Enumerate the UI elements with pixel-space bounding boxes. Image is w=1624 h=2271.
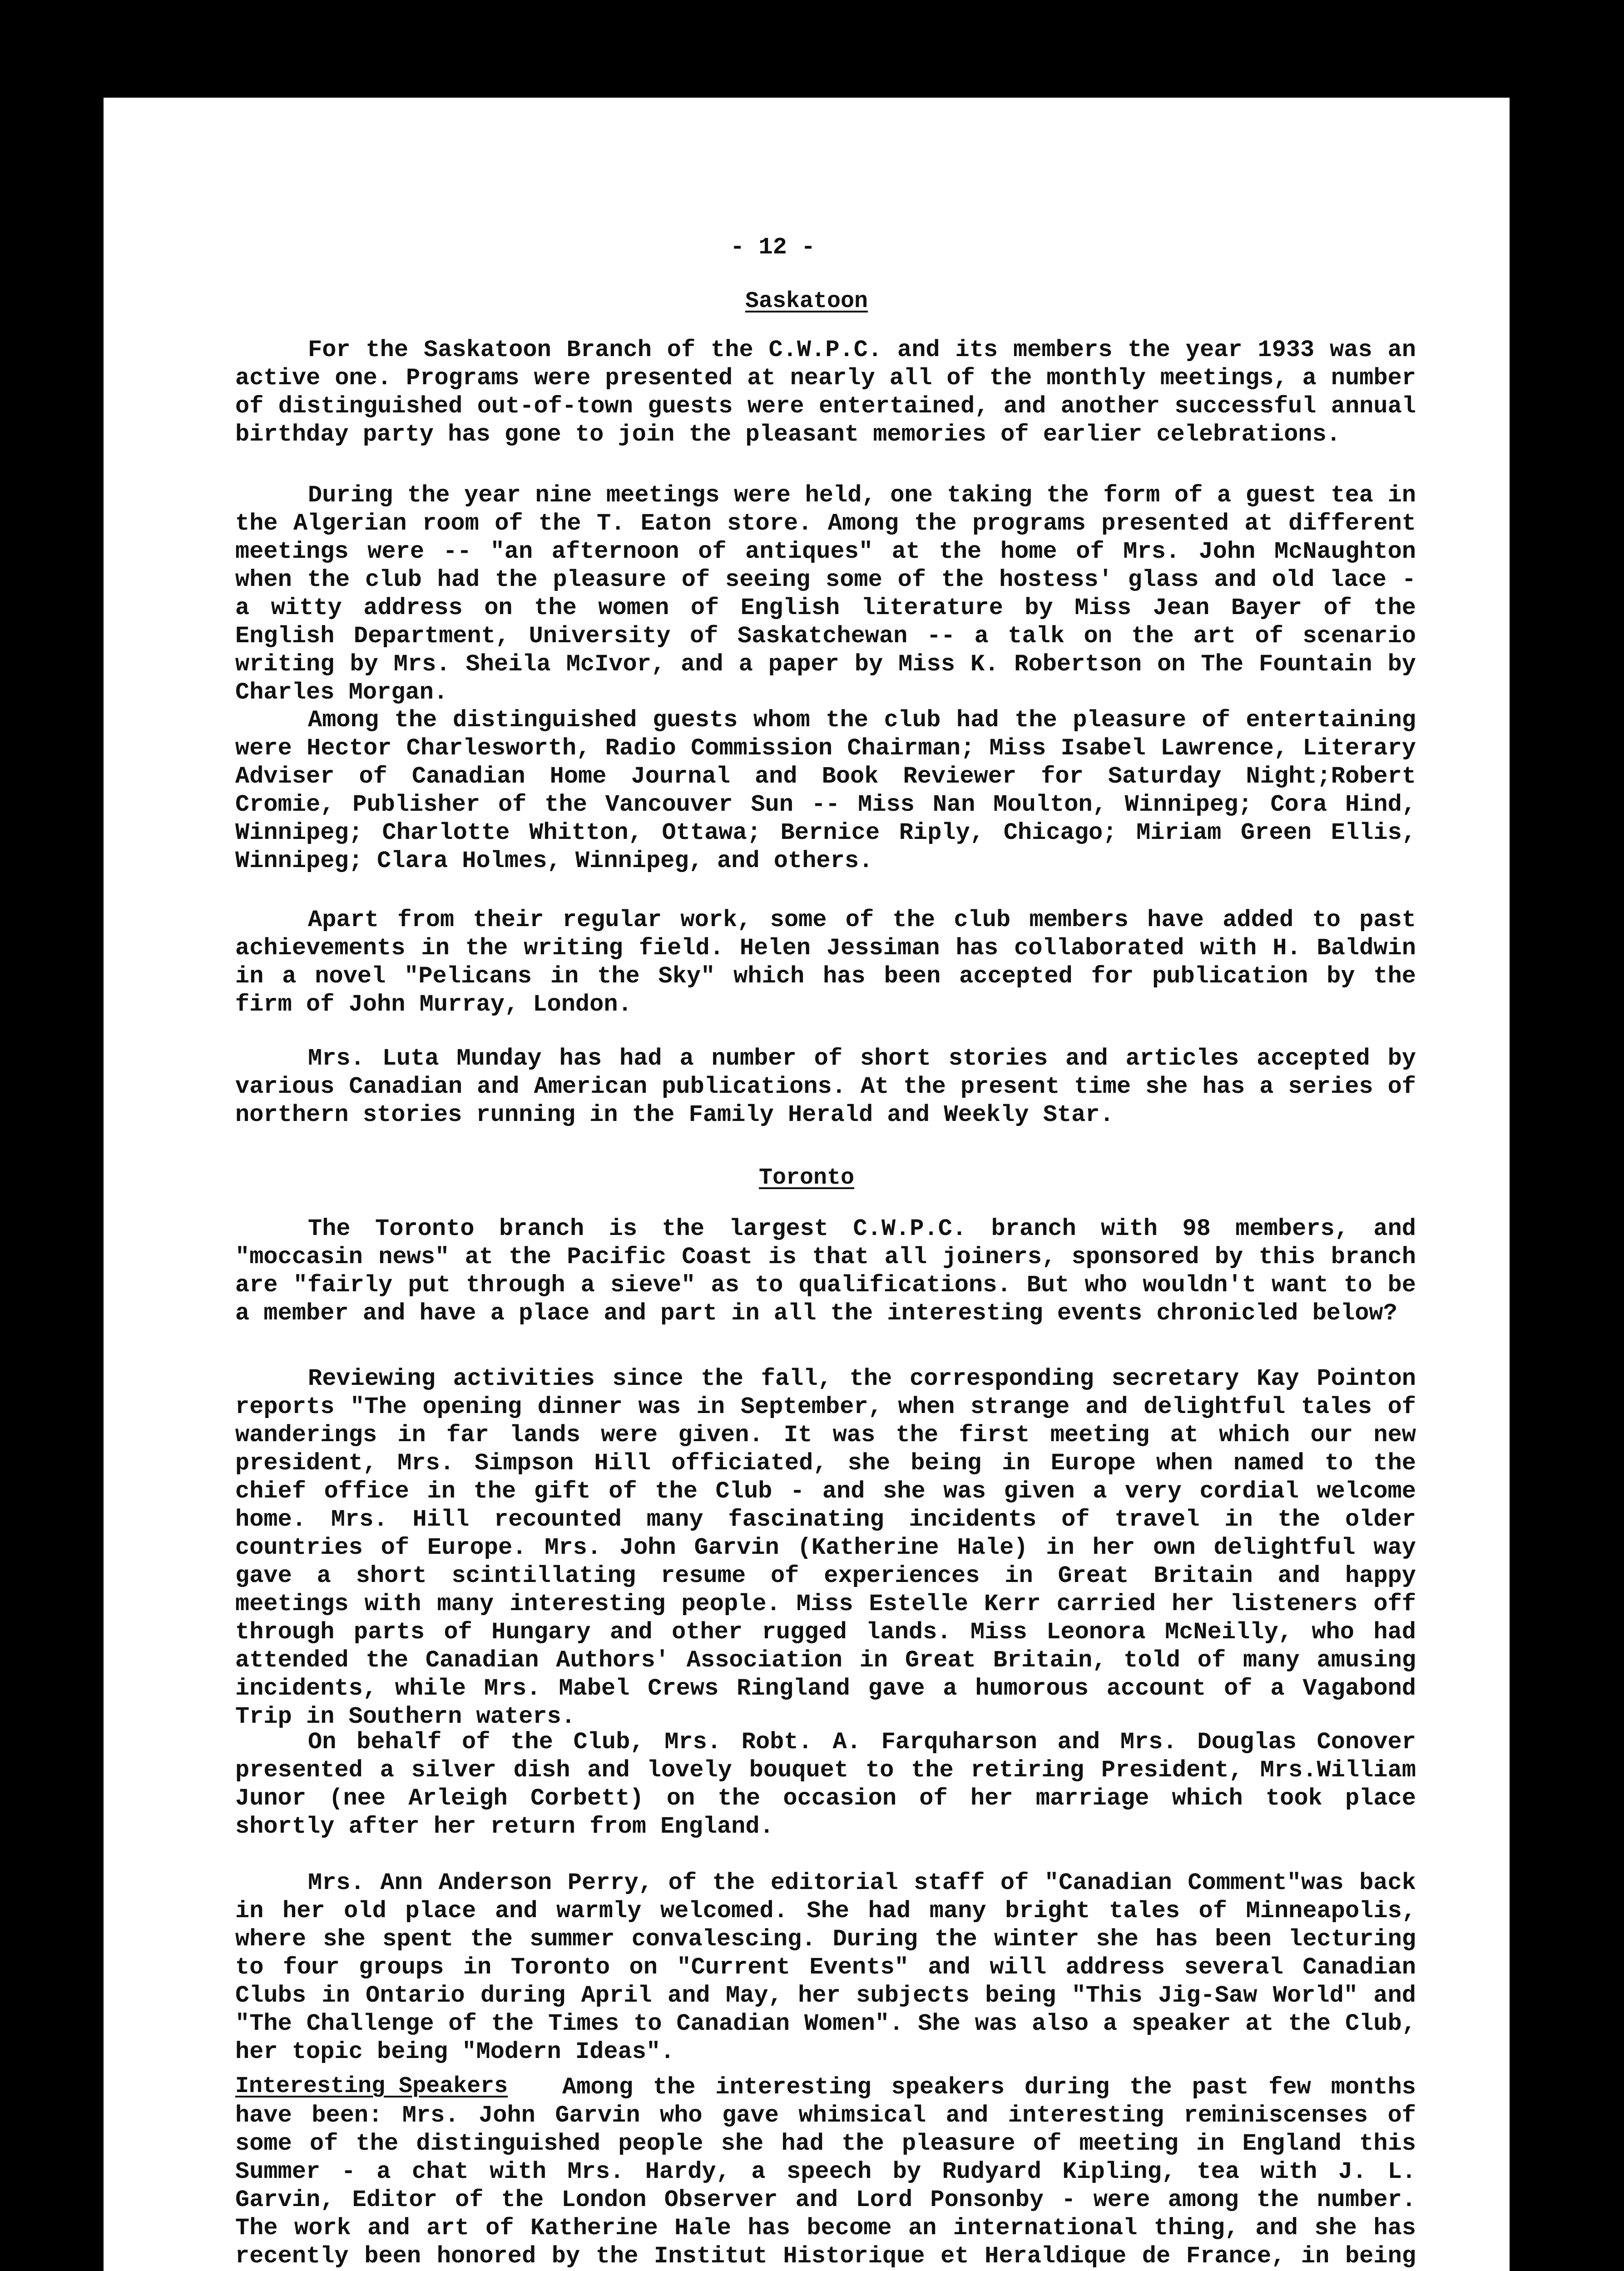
toronto-heading: Toronto (758, 1165, 855, 1191)
saskatoon-paragraph-1: For the Saskatoon Branch of the C.W.P.C. and its members the year 1933 was an active one. Programs were presented at nearly all of the monthly meetings, a number of distinguished out-of-town guests were entertained, and another successful annual birthday party has gone to join the pleasant memories of earlier celebrations. (235, 337, 1416, 448)
saskatoon-paragraph-3: Among the distinguished guests whom the club had the pleasure of entertaining were Hector Charlesworth, Radio Commission Chairman; Miss Isabel Lawrence, Literary Adviser of Canadian Home Journal and Book Reviewer for Saturday Night;Robert Cromie, Publisher of the Vancouver Sun -- Miss Nan Moulton, Winnipeg; Cora Hind, Winnipeg; Charlotte Whitton, Ottawa; Bernice Riply, Chicago; Miriam Green Ellis, Winnipeg; Clara Holmes, Winnipeg, and others. (235, 707, 1416, 874)
saskatoon-paragraph-2: During the year nine meetings were held, one taking the form of a guest tea in the Algerian room of the T. Eaton store. Among the programs presented at different meetings were -- "an afternoon of antiques" at the home of Mrs. John McNaughton when the club had the pleasure of seeing some of the hostess' glass and old lace - a witty address on the women of English literature by Miss Jean Bayer of the English Department, University of Saskatchewan -- a talk on the art of scenario writing by Mrs. Sheila McIvor, and a paper by Miss K. Robertson on The Fountain by Charles Morgan. (235, 482, 1416, 706)
document-page (104, 98, 1510, 2271)
saskatoon-paragraph-5: Mrs. Luta Munday has had a number of short stories and articles accepted by various Canadian and American publications. At the present time she has a series of northern stories running in the Family Herald and Weekly Star. (235, 1045, 1416, 1128)
page-number: - 12 - (730, 234, 816, 261)
toronto-paragraph-4: Mrs. Ann Anderson Perry, of the editorial staff of "Canadian Comment"was back in her old place and warmly welcomed. She had many bright tales of Minneapolis, where she spent the summer convalescing. During the winter she has been lecturing to four groups in Toronto on "Current Events" and will address several Canadian Clubs in Ontario during April and May, her subjects being "This Jig-Saw World" and "The Challenge of the Times to Canadian Women". She was also a speaker at the Club, her topic being "Modern Ideas". (235, 1869, 1416, 2065)
saskatoon-heading: Saskatoon (745, 288, 868, 314)
toronto-paragraph-3: On behalf of the Club, Mrs. Robt. A. Farquharson and Mrs. Douglas Conover presented a silver dish and lovely bouquet to the retiring President, Mrs.William Junor (nee Arleigh Corbett) on the occasion of her marriage which took place shortly after her return from England. (235, 1729, 1416, 1840)
interesting-speakers-heading: Interesting Speakers (235, 2073, 508, 2099)
saskatoon-paragraph-4: Apart from their regular work, some of the club members have added to past achievements in the writing field. Helen Jessiman has collaborated with H. Baldwin in a novel "Pelicans in the Sky" which has been accepted for publication by the firm of John Murray, London. (235, 907, 1416, 1018)
toronto-paragraph-2: Reviewing activities since the fall, the corresponding secretary Kay Pointon reports "The opening dinner was in September, when strange and delightful tales of wanderings in far lands were given. It was the first meeting at which our new president, Mrs. Simpson Hill officiated, she being in Europe when named to the chief office in the gift of the Club - and she was given a very cordial welcome home. Mrs. Hill recounted many fascinating incidents of travel in the older countries of Europe. Mrs. John Garvin (Katherine Hale) in her own delightful way gave a short scintillating resume of experiences in Great Britain and happy meetings with many interesting people. Miss Estelle Kerr carried her listeners off through parts of Hungary and other rugged lands. Miss Leonora McNeilly, who had attended the Canadian Authors' Association in Great Britain, told of many amusing incidents, while Mrs. Mabel Crews Ringland gave a humorous account of a Vagabond Trip in Southern waters. (235, 1365, 1416, 1730)
interesting-speakers-paragraph: Among the interesting speakers during the past few months have been: Mrs. John Garvin who gave whimsical and interesting reminiscenses of some of the distinguished people she had the pleasure of meeting in England this Summer - a chat with Mrs. Hardy, a speech by Rudyard Kipling, tea with J. L. Garvin, Editor of the London Observer and Lord Ponsonby - were among the number. The work and art of Katherine Hale has become an international thing, and she has recently been honored by the Institut Historique et Heraldique de France, in being (235, 2074, 1416, 2270)
toronto-paragraph-1: The Toronto branch is the largest C.W.P.C. branch with 98 members, and "moccasin news" at the Pacific Coast is that all joiners, sponsored by this branch are "fairly put through a sieve" as to qualifications. But who wouldn't want to be a member and have a place and part in all the interesting events chronicled below? (235, 1215, 1416, 1327)
